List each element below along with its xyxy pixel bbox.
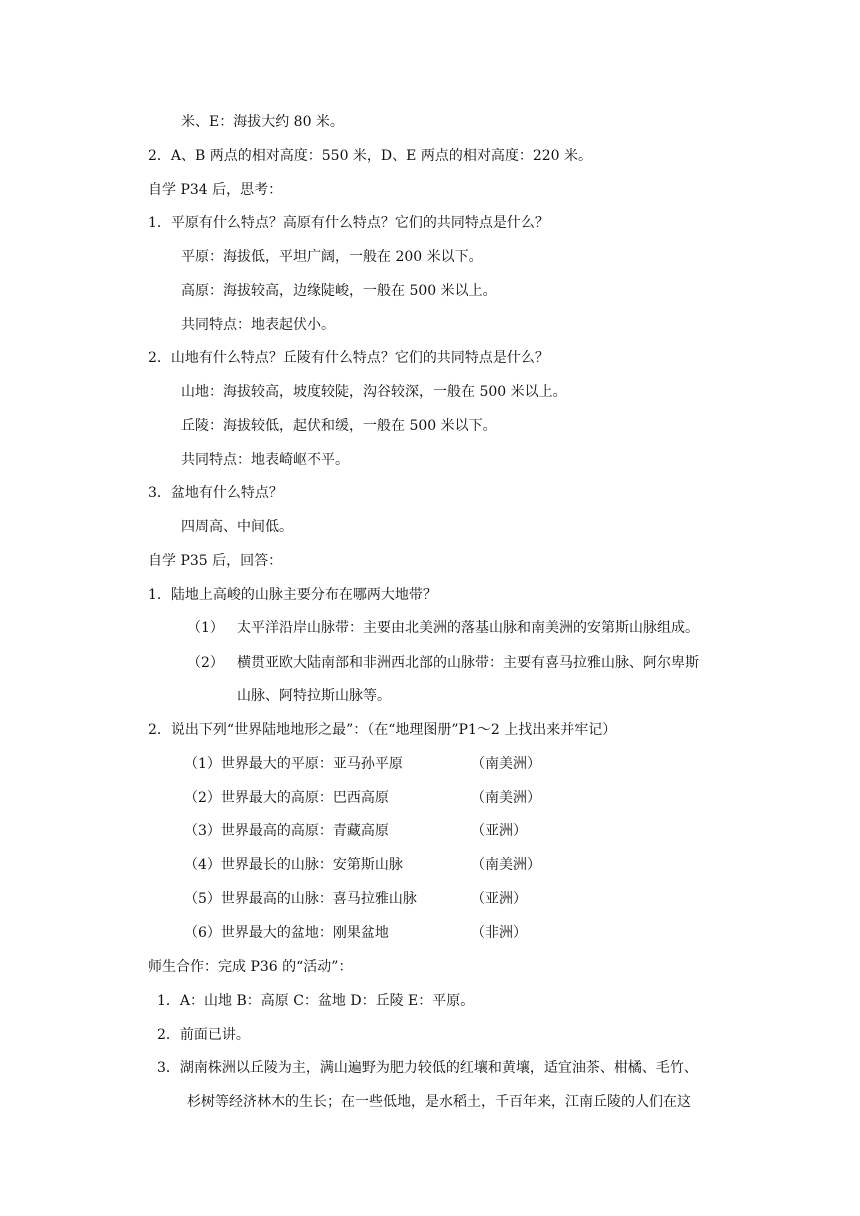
record-label: （3）世界最高的高原：青藏高原 xyxy=(184,823,389,839)
text-line: 太平洋沿岸山脉带：主要由北美洲的落基山脉和南美洲的安第斯山脉组成。 xyxy=(237,620,699,636)
text-line: 共同特点：地表崎岖不平。 xyxy=(181,452,349,468)
text-line: 四周高、中间低。 xyxy=(181,519,293,535)
record-label: （6）世界最大的盆地：刚果盆地 xyxy=(184,925,389,941)
text-line: 共同特点：地表起伏小。 xyxy=(181,317,335,333)
list-marker: （1） xyxy=(187,620,224,636)
record-continent: （亚洲） xyxy=(471,823,527,839)
text-line: 米、E：海拔大约 80 米。 xyxy=(181,114,344,130)
text-line: 2．前面已讲。 xyxy=(157,1027,250,1043)
text-line: 山地：海拔较高，坡度较陡，沟谷较深，一般在 500 米以上。 xyxy=(181,384,567,400)
text-line: 1．平原有什么特点？高原有什么特点？它们的共同特点是什么？ xyxy=(148,215,549,231)
text-line: 3．湖南株洲以丘陵为主，满山遍野为肥力较低的红壤和黄壤，适宜油茶、柑橘、毛竹、 xyxy=(157,1060,698,1076)
text-line: 2．A、B 两点的相对高度：550 米，D、E 两点的相对高度：220 米。 xyxy=(148,148,592,164)
record-label: （1）世界最大的平原：亚马孙平原 xyxy=(184,756,403,772)
list-marker: （2） xyxy=(187,655,224,671)
text-line: 山脉、阿特拉斯山脉等。 xyxy=(237,688,391,704)
text-line: 高原：海拔较高，边缘陡峻，一般在 500 米以上。 xyxy=(181,283,497,299)
text-line: 平原：海拔低，平坦广阔，一般在 200 米以下。 xyxy=(181,249,483,265)
record-continent: （亚洲） xyxy=(471,891,527,907)
text-line: 师生合作：完成 P36 的“活动”： xyxy=(148,959,353,975)
text-line: 横贯亚欧大陆南部和非洲西北部的山脉带：主要有喜马拉雅山脉、阿尔卑斯 xyxy=(237,655,699,671)
record-continent: （南美洲） xyxy=(471,756,541,772)
record-continent: （非洲） xyxy=(471,925,527,941)
record-continent: （南美洲） xyxy=(471,857,541,873)
record-label: （5）世界最高的山脉：喜马拉雅山脉 xyxy=(184,891,417,907)
record-label: （2）世界最大的高原：巴西高原 xyxy=(184,790,389,806)
text-line: 2．说出下列“世界陆地地形之最”：（在“地理图册”P1～2 上找出来并牢记） xyxy=(148,722,617,738)
text-line: 杉树等经济林木的生长；在一些低地，是水稻土，千百年来，江南丘陵的人们在这 xyxy=(187,1094,691,1110)
text-line: 自学 P34 后，思考： xyxy=(148,182,283,198)
record-label: （4）世界最长的山脉：安第斯山脉 xyxy=(184,857,403,873)
text-line: 自学 P35 后，回答： xyxy=(148,553,283,569)
text-line: 1．A：山地 B：高原 C：盆地 D：丘陵 E：平原。 xyxy=(157,993,475,1009)
record-continent: （南美洲） xyxy=(471,790,541,806)
text-line: 2．山地有什么特点？丘陵有什么特点？它们的共同特点是什么？ xyxy=(148,350,549,366)
text-line: 3．盆地有什么特点？ xyxy=(148,485,283,501)
text-line: 1．陆地上高峻的山脉主要分布在哪两大地带？ xyxy=(148,587,437,603)
text-line: 丘陵：海拔较低，起伏和缓，一般在 500 米以下。 xyxy=(181,418,497,434)
